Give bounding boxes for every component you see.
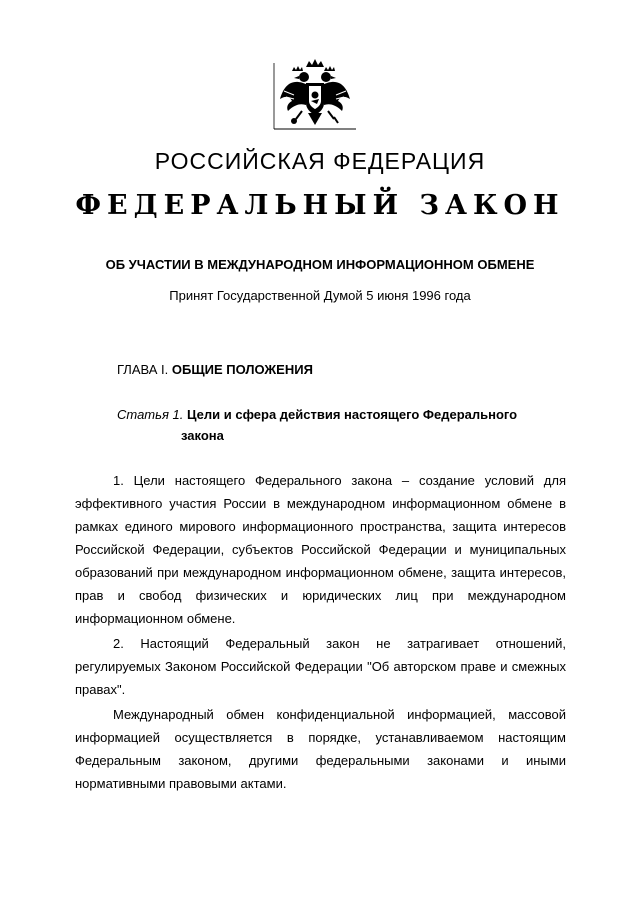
law-title: ОБ УЧАСТИИ В МЕЖДУНАРОДНОМ ИНФОРМАЦИОННОМ ОБМЕНЕ — [105, 257, 535, 272]
article-body — [75, 469, 566, 797]
chapter-heading — [117, 362, 313, 377]
country-name: РОССИЙСКАЯ ФЕДЕРАЦИЯ — [154, 148, 486, 174]
chapter-label: ГЛАВА I. — [117, 362, 169, 377]
article-title-line1: Цели и сфера действия настоящего Федерального — [187, 407, 518, 422]
paragraph: 2. Настоящий Федеральный закон не затрагивает отношений, регулируемых Законом Российской Федерации "Об авторском праве и смежных правах". — [75, 636, 566, 697]
double-headed-eagle-icon — [272, 55, 358, 133]
article-label: Статья 1. — [117, 407, 184, 422]
paragraph: Международный обмен конфиденциальной информацией, массовой информацией осуществляется в порядке, устанавливаемом настоящим Федеральным законом, другими федеральными законами и иными нормативными правовыми актами. — [75, 707, 566, 791]
chapter-title: ОБЩИЕ ПОЛОЖЕНИЯ — [171, 362, 313, 377]
document-type: ФЕДЕРАЛЬНЫЙ ЗАКОН — [75, 190, 565, 221]
paragraph: 1. Цели настоящего Федерального закона – создание условий для эффективного участия России в международном информационном обмене в рамках единого мирового информационного пространства, защита интересов Российской Федерации, субъектов Российской Федерации и муниципальных образований при международном информационном обмене, защита интересов, прав и свобод физических и юридических лиц при международном информационном обмене. — [75, 473, 566, 626]
article-heading — [117, 404, 537, 446]
adoption-note: Принят Государственной Думой 5 июня 1996 года — [169, 288, 471, 303]
article-title-line2: закона — [181, 428, 224, 443]
